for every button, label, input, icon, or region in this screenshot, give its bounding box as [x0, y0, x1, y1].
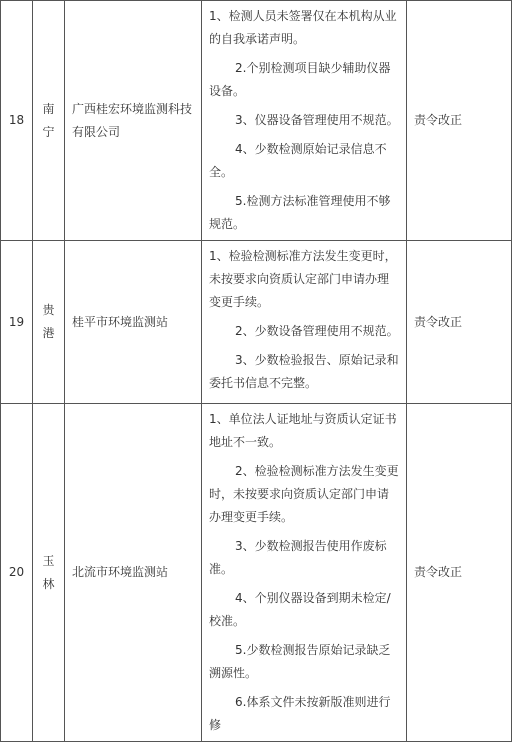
result-cell: 责令改正: [407, 241, 512, 404]
issue-item: 1、单位法人证地址与资质认定证书地址不一致。: [209, 412, 397, 449]
issue-item: 3、仪器设备管理使用不规范。: [235, 113, 399, 127]
table-row: [1, 404, 512, 742]
row-number: 19: [1, 241, 33, 404]
issue-item: 2.个别检测项目缺少辅助仪器设备。: [209, 61, 391, 98]
issue-item: 2、检验检测标准方法发生变更时，未按要求向资质认定部门申请办理变更手续。: [209, 464, 399, 524]
issue-item: 3、少数检验报告、原始记录和委托书信息不完整。: [209, 353, 399, 390]
issue-item: 5.少数检测报告原始记录缺乏溯源性。: [209, 643, 391, 680]
issues-cell: [202, 241, 407, 404]
table-row: [1, 1, 512, 241]
region-char: 南: [42, 101, 55, 116]
issue-item: 2、少数设备管理使用不规范。: [235, 324, 399, 338]
issue-item: 4、少数检测原始记录信息不全。: [209, 142, 387, 179]
region-cell: [33, 241, 65, 404]
region-char: 林: [42, 576, 55, 591]
table-row: [1, 241, 512, 404]
result-cell: 责令改正: [407, 1, 512, 241]
issues-cell: [202, 1, 407, 241]
region-cell: [33, 404, 65, 742]
result-cell: 责令改正: [407, 404, 512, 742]
issue-item: 1、检测人员未签署仅在本机构从业的自我承诺声明。: [209, 9, 397, 46]
region-cell: [33, 1, 65, 241]
region-char: 港: [42, 326, 55, 340]
row-number: 20: [1, 404, 33, 742]
issue-item: 1、检验检测标准方法发生变更时，未按要求向资质认定部门申请办理变更手续。: [209, 249, 397, 309]
region-char: 贵: [42, 303, 55, 317]
row-number: 18: [1, 1, 33, 241]
issue-item: 5.检测方法标准管理使用不够规范。: [209, 194, 391, 231]
issue-item: 6.体系文件未按新版准则进行修: [209, 695, 391, 732]
issue-item: 4、个别仪器设备到期未检定/校准。: [209, 591, 391, 628]
issues-cell: [202, 404, 407, 742]
organization-name: 广西桂宏环境监测科技有限公司: [65, 1, 202, 241]
region-char: 玉: [42, 553, 55, 568]
organization-name: 北流市环境监测站: [65, 404, 202, 742]
region-char: 宁: [42, 124, 55, 139]
issue-item: 3、少数检测报告使用作废标准。: [209, 539, 387, 576]
organization-name: 桂平市环境监测站: [65, 241, 202, 404]
